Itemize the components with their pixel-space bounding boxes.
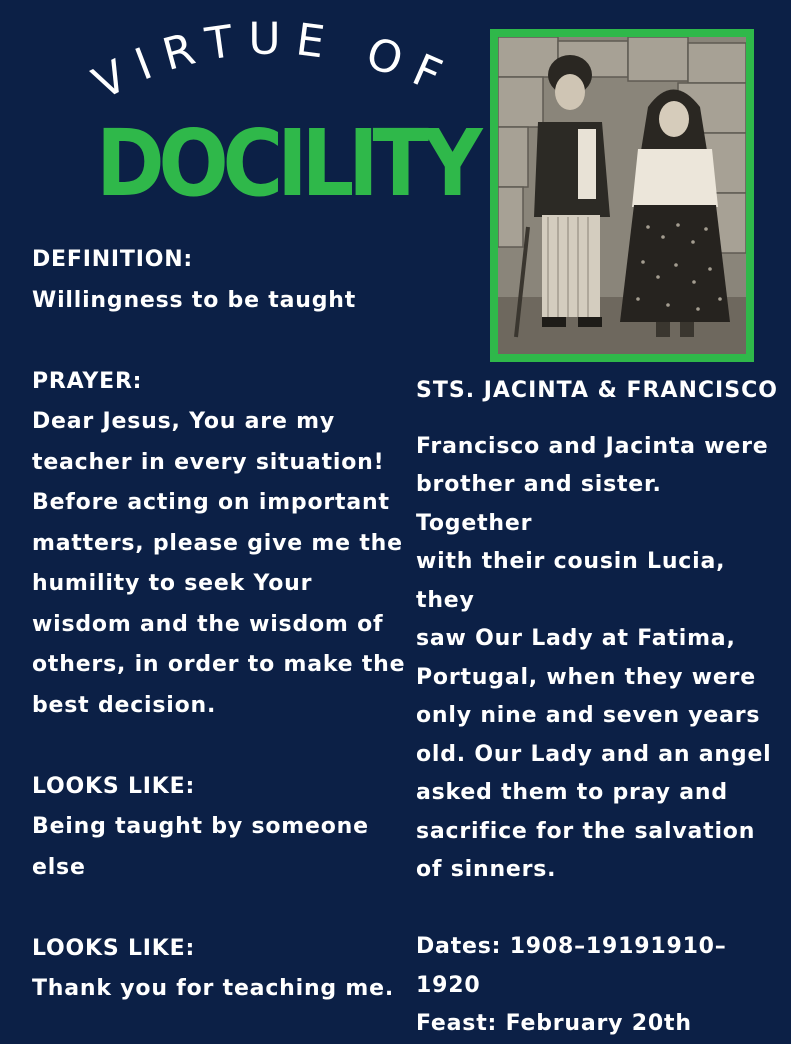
saints-line: brother and sister. Together [416,472,662,536]
left-column [32,240,412,1010]
prayer-heading: PRAYER: [32,368,143,394]
saints-line: Francisco and Jacinta were [416,433,769,459]
saints-line: only nine and seven years [416,703,761,728]
saints-feast: Feast: February 20th [416,1011,692,1036]
sounds-like-heading: LOOKS LIKE: [32,935,196,961]
saints-photo [490,29,754,362]
right-column [416,372,786,1044]
sepia-photo-two-children [498,37,746,354]
svg-text:VIRTUE OF [85,14,461,110]
saints-dates: Dates: 1908–19191910–1920 [416,934,727,998]
saints-line: asked them to pray and [416,780,728,805]
page-title: DOCILITY [96,110,477,217]
prayer-line: wisdom and the wisdom of [32,611,384,637]
looks-like-heading: LOOKS LIKE: [32,773,196,799]
prayer-line: Before acting on important [32,490,390,515]
prayer-line: matters, please give me the [32,530,403,556]
prayer-line: Dear Jesus, You are my [32,409,335,434]
saints-line: old. Our Lady and an angel [416,741,772,767]
definition-text: Willingness to be taught [32,287,357,313]
saints-line: sacrifice for the salvation [416,818,756,844]
prayer-line: others, in order to make the [32,652,406,677]
prayer-line: best decision. [32,692,217,718]
saints-line: saw Our Lady at Fatima, [416,626,736,651]
arc-title-text: VIRTUE OF [85,13,462,110]
definition-heading: DEFINITION: [32,247,194,272]
saints-line: with their cousin Lucia, they [416,549,726,613]
saints-heading: STS. JACINTA & FRANCISCO [416,378,778,403]
looks-like-line: Being taught by someone [32,814,369,839]
prayer-line: humility to seek Your [32,571,313,596]
saints-line: Portugal, when they were [416,664,756,690]
sounds-like-text: Thank you for teaching me. [32,976,395,1001]
looks-like-line: else [32,854,86,880]
prayer-line: teacher in every situation! [32,449,385,475]
saints-line: of sinners. [416,857,557,882]
